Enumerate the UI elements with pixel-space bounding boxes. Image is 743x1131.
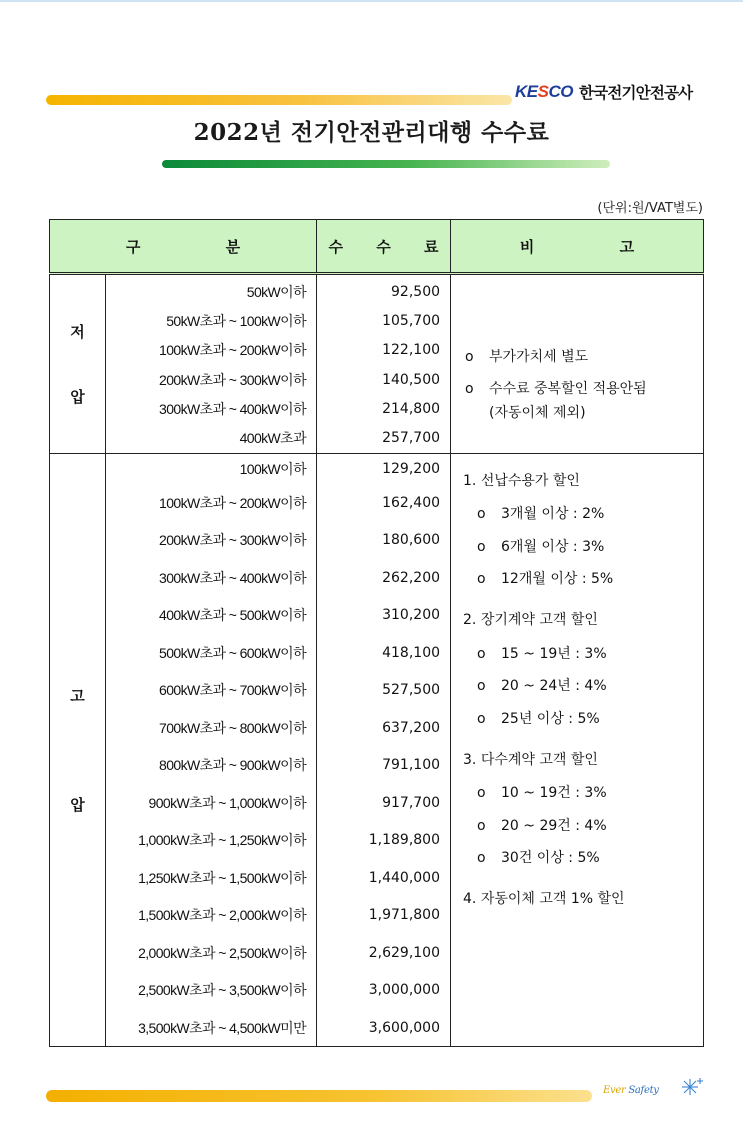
range-cell: 500kW초과 ~ 600kW이하 [106, 634, 317, 672]
discount-notes [451, 453, 704, 1047]
range-cell: 300kW초과 ~ 400kW이하 [106, 394, 317, 423]
table-header-row [50, 220, 704, 274]
range-cell: 2,000kW초과 ~ 2,500kW이하 [106, 934, 317, 972]
header-fee: 수 수 료 [317, 220, 451, 274]
gold-decor-bar-top [46, 95, 512, 105]
range-cell: 1,000kW초과 ~ 1,250kW이하 [106, 821, 317, 859]
discount-item: o 30건 이상 : 5% [477, 850, 600, 867]
fee-cell: 637,200 [317, 709, 451, 747]
fee-cell: 180,600 [317, 521, 451, 559]
fee-cell: 310,200 [317, 596, 451, 634]
discount-section-title: 4. 자동이체 고객 1% 할인 [463, 891, 625, 908]
fee-cell: 1,189,800 [317, 821, 451, 859]
fee-cell: 122,100 [317, 336, 451, 365]
note-item: o 수수료 중복할인 적용안됨 [465, 381, 647, 397]
header-category: 구 분 [50, 220, 317, 274]
range-cell: 2,500kW초과 ~ 3,500kW이하 [106, 971, 317, 1009]
discount-item: o 10 ~ 19건 : 3% [477, 785, 607, 802]
fee-cell: 140,500 [317, 365, 451, 394]
header-remarks: 비 고 [451, 220, 704, 274]
gold-decor-bar-bottom [46, 1090, 592, 1102]
fee-cell: 214,800 [317, 394, 451, 423]
range-cell: 300kW초과 ~ 400kW이하 [106, 559, 317, 597]
fee-cell: 105,700 [317, 306, 451, 335]
note-item: o 부가가치세 별도 [465, 349, 589, 365]
range-cell: 50kW초과 ~ 100kW이하 [106, 306, 317, 335]
range-cell: 1,250kW초과 ~ 1,500kW이하 [106, 859, 317, 897]
range-cell: 1,500kW초과 ~ 2,000kW이하 [106, 896, 317, 934]
discount-item: o 25년 이상 : 5% [477, 710, 600, 727]
range-cell: 100kW초과 ~ 200kW이하 [106, 336, 317, 365]
brand-text: Ever Safety [603, 1085, 659, 1096]
discount-item: o 6개월 이상 : 3% [477, 538, 605, 555]
ever-safety-logo [603, 1076, 707, 1104]
fee-cell: 162,400 [317, 484, 451, 522]
table-row [50, 274, 704, 307]
range-cell: 100kW초과 ~ 200kW이하 [106, 484, 317, 522]
fee-cell: 2,629,100 [317, 934, 451, 972]
discount-item: o 20 ~ 29건 : 4% [477, 817, 607, 834]
range-cell: 800kW초과 ~ 900kW이하 [106, 746, 317, 784]
fee-cell: 917,700 [317, 784, 451, 822]
fee-cell: 262,200 [317, 559, 451, 597]
high-voltage-label: 고 압 [50, 453, 106, 1047]
fee-cell: 791,100 [317, 746, 451, 784]
discount-section-title: 3. 다수계약 고객 할인 [463, 751, 598, 768]
fee-cell: 92,500 [317, 274, 451, 307]
range-cell: 700kW초과 ~ 800kW이하 [106, 709, 317, 747]
page-title: 2022년 전기안전관리대행 수수료 [193, 119, 550, 146]
low-voltage-notes [451, 274, 704, 454]
sparkle-icon [675, 1076, 705, 1098]
low-voltage-label: 저 압 [50, 274, 106, 454]
fee-cell: 418,100 [317, 634, 451, 672]
fee-cell: 527,500 [317, 671, 451, 709]
fee-cell: 129,200 [317, 453, 451, 484]
note-item: (자동이체 제외) [489, 405, 586, 421]
fee-cell: 3,600,000 [317, 1009, 451, 1047]
range-cell: 600kW초과 ~ 700kW이하 [106, 671, 317, 709]
discount-item: o 12개월 이상 : 5% [477, 571, 614, 588]
green-decor-bar [162, 160, 610, 168]
range-cell: 100kW이하 [106, 453, 317, 484]
fee-table [49, 219, 704, 1047]
fee-cell: 3,000,000 [317, 971, 451, 1009]
discount-item: o 15 ~ 19년 : 3% [477, 645, 607, 662]
discount-item: o 20 ~ 24년 : 4% [477, 678, 607, 695]
range-cell: 400kW초과 ~ 500kW이하 [106, 596, 317, 634]
range-cell: 50kW이하 [106, 274, 317, 307]
fee-cell: 257,700 [317, 423, 451, 453]
top-border-line [0, 0, 743, 2]
range-cell: 200kW초과 ~ 300kW이하 [106, 521, 317, 559]
discount-section-title: 2. 장기계약 고객 할인 [463, 612, 598, 629]
discount-section-title: 1. 선납수용가 할인 [463, 472, 580, 489]
fee-cell: 1,971,800 [317, 896, 451, 934]
range-cell: 200kW초과 ~ 300kW이하 [106, 365, 317, 394]
kesco-logo [515, 80, 692, 104]
range-cell: 3,500kW초과 ~ 4,500kW미만 [106, 1009, 317, 1047]
unit-note: (단위:원/VAT별도) [597, 201, 703, 216]
discount-item: o 3개월 이상 : 2% [477, 506, 605, 523]
range-cell: 400kW초과 [106, 423, 317, 453]
logo-mark: KESCO [515, 82, 573, 101]
range-cell: 900kW초과 ~ 1,000kW이하 [106, 784, 317, 822]
fee-cell: 1,440,000 [317, 859, 451, 897]
table-row [50, 453, 704, 484]
organization-name: 한국전기안전공사 [578, 84, 693, 102]
